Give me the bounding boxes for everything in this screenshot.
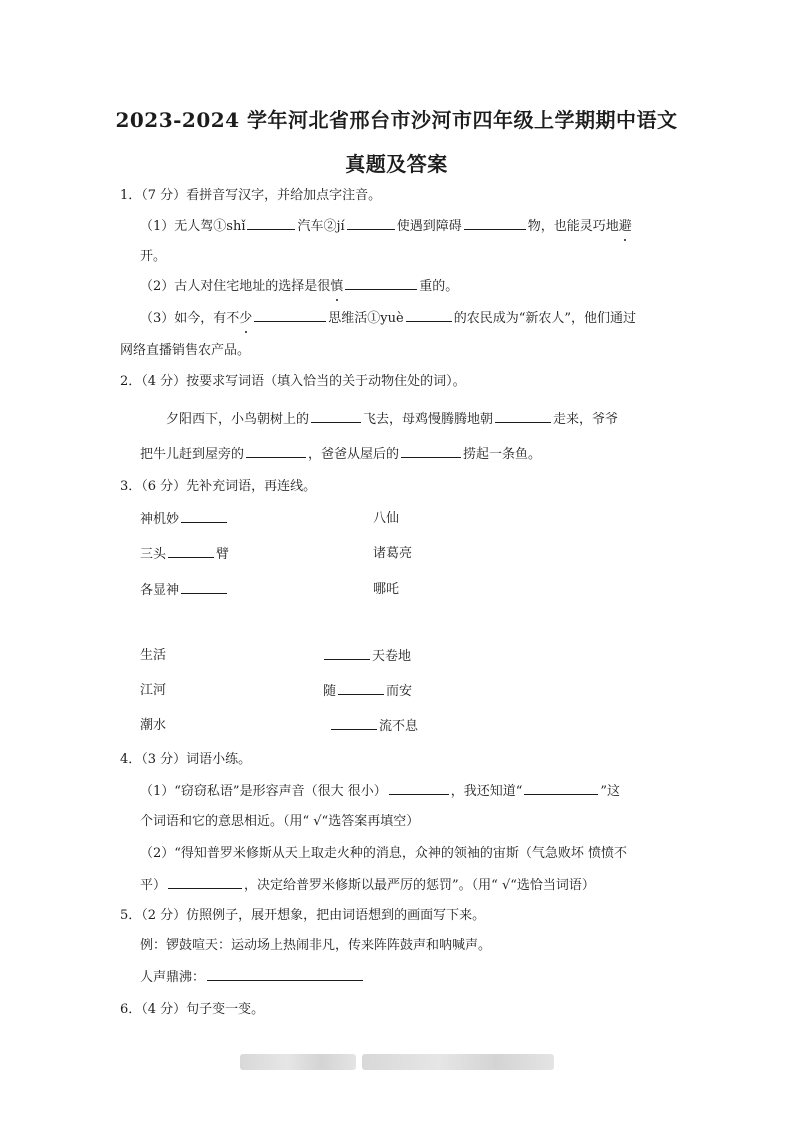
answer-blank[interactable] bbox=[207, 968, 363, 981]
answer-blank[interactable] bbox=[389, 782, 449, 795]
answer-blank[interactable] bbox=[495, 410, 551, 423]
q3-word-2: 江河 bbox=[140, 683, 167, 698]
q4-part2-line2: 平） ，决定给普罗米修斯以最严厉的惩罚”。（用“ √“选恰当词语） bbox=[140, 878, 595, 893]
q2-heading: 2．（4 分）按要求写词语（填入恰当的关于动物住处的词）。 bbox=[120, 374, 466, 389]
q4-part2-line1: （2）“得知普罗米修斯从天上取走火种的消息，众神的领袖的宙斯（气急败坏 愤愤不 bbox=[140, 846, 628, 861]
q4-part1-line1: （1）“窃窃私语”是形容声音（很大 很小） ，我还知道“ ”这 bbox=[140, 784, 621, 799]
q3-name-1: 八仙 bbox=[373, 511, 400, 526]
answer-blank[interactable] bbox=[324, 647, 370, 660]
q1-part3-line1: （3）如今，有不少 思维活①yuè 的农民成为“新农人”，他们通过 bbox=[140, 311, 637, 326]
emphasis-dot-char: 避 bbox=[618, 219, 632, 234]
answer-blank[interactable] bbox=[168, 545, 214, 558]
q3-name-2: 诸葛亮 bbox=[373, 546, 413, 561]
answer-blank[interactable] bbox=[401, 445, 461, 458]
q5-answer-line: 人声鼎沸： bbox=[140, 968, 365, 987]
q2-text-line2: 把牛儿赶到屋旁的 ，爸爸从屋后的 捞起一条鱼。 bbox=[140, 447, 542, 462]
emphasis-dot-char: 少 bbox=[239, 311, 253, 326]
answer-blank[interactable] bbox=[524, 782, 598, 795]
answer-blank[interactable] bbox=[347, 217, 395, 230]
answer-blank[interactable] bbox=[345, 277, 417, 290]
q3-name-3: 哪吒 bbox=[373, 582, 400, 597]
q2-text-line1: 夕阳西下，小鸟朝树上的 飞去，母鸡慢腾腾地朝 走来，爷爷 bbox=[166, 412, 619, 427]
answer-blank[interactable] bbox=[246, 445, 306, 458]
answer-blank[interactable] bbox=[311, 410, 361, 423]
q1-part1-line1: （1）无人驾①shǐ 汽车②jí 使遇到障碍 物，也能灵巧地避 bbox=[140, 219, 632, 234]
answer-blank[interactable] bbox=[247, 217, 295, 230]
q3-phrase-1: 天卷地 bbox=[322, 647, 411, 666]
q4-heading: 4．（3 分）词语小练。 bbox=[120, 752, 252, 767]
answer-blank[interactable] bbox=[406, 309, 452, 322]
watermark-blur bbox=[362, 1054, 554, 1070]
q1-part3-line2: 网络直播销售农产品。 bbox=[120, 343, 251, 358]
emphasis-dot-char: 慎 bbox=[330, 279, 344, 294]
q3-heading: 3．（6 分）先补充词语，再连线。 bbox=[120, 479, 317, 494]
q5-example: 例：锣鼓喧天：运动场上热闹非凡，传来阵阵鼓声和呐喊声。 bbox=[140, 938, 492, 953]
q3-word-1: 生活 bbox=[140, 648, 167, 663]
answer-blank[interactable] bbox=[254, 309, 326, 322]
q3-word-3: 潮水 bbox=[140, 718, 167, 733]
answer-blank[interactable] bbox=[464, 217, 526, 230]
q3-phrase-3: 流不息 bbox=[329, 717, 418, 736]
q1-part2: （2）古人对住宅地址的选择是很慎 重的。 bbox=[140, 279, 459, 294]
q3-idiom-2: 三头 臂 bbox=[140, 547, 230, 562]
q1-heading: 1．（7 分）看拼音写汉字，并给加点字注音。 bbox=[120, 188, 382, 203]
answer-blank[interactable] bbox=[331, 717, 377, 730]
answer-blank[interactable] bbox=[181, 581, 227, 594]
document-title-line-1: 2023-2024 学年河北省邢台市沙河市四年级上学期期中语文 bbox=[115, 108, 678, 132]
answer-blank[interactable] bbox=[181, 510, 227, 523]
answer-blank[interactable] bbox=[168, 876, 242, 889]
q3-idiom-3: 各显神 bbox=[140, 581, 229, 600]
q5-heading: 5．（2 分）仿照例子，展开想象，把由词语想到的画面写下来。 bbox=[120, 908, 486, 923]
answer-blank[interactable] bbox=[338, 682, 384, 695]
q1-part1-line2: 开。 bbox=[140, 249, 167, 264]
document-title-line-2: 真题及答案 bbox=[345, 152, 448, 176]
q3-idiom-1: 神机妙 bbox=[140, 510, 229, 529]
q6-heading: 6．（4 分）句子变一变。 bbox=[120, 1002, 265, 1017]
q4-part1-line2: 个词语和它的意思相近。（用“ √“选答案再填空） bbox=[140, 814, 420, 829]
q3-phrase-2: 随 而安 bbox=[323, 684, 413, 699]
watermark-blur bbox=[240, 1054, 356, 1070]
